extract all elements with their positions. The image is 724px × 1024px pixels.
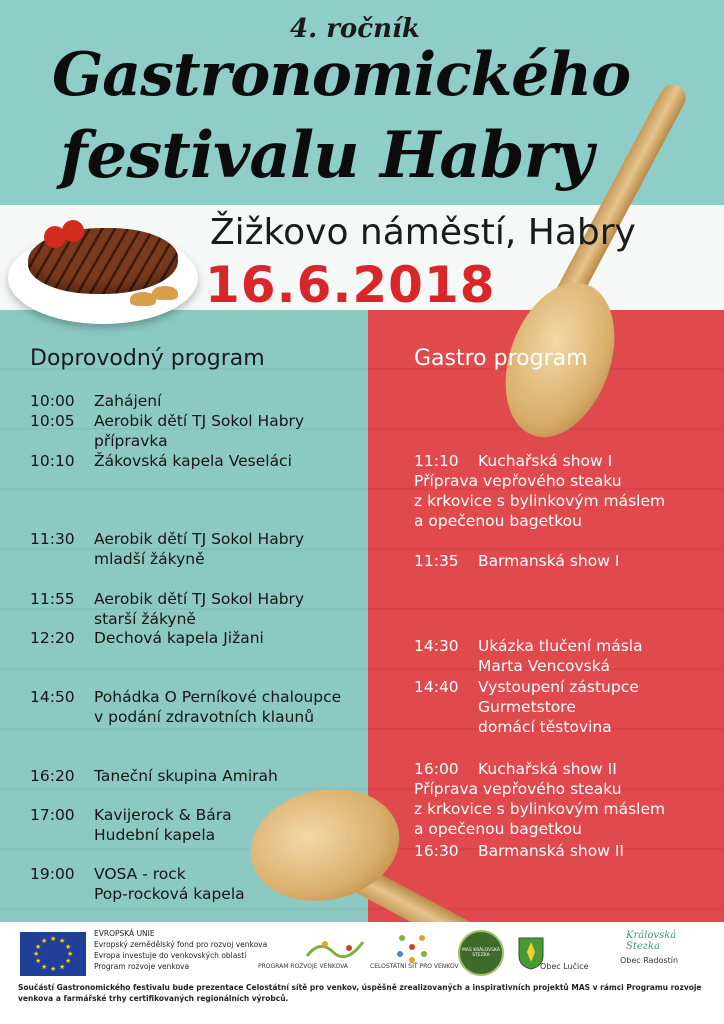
gastro-time: 14:30 xyxy=(414,637,459,655)
rural-network-caption: CELOSTÁTNÍ SÍŤ PRO VENKOV xyxy=(370,963,459,970)
schedule-desc: Zahájení xyxy=(94,392,162,410)
schedule-item-cont xyxy=(30,707,314,727)
schedule-time: 11:30 xyxy=(30,530,75,548)
gastro-item-cont: domácí těstovina xyxy=(478,718,612,736)
village-lucice: Obec Lučice xyxy=(540,962,589,971)
schedule-item xyxy=(30,451,292,471)
sponsor-footer xyxy=(0,922,724,1024)
schedule-desc: Aerobik dětí TJ Sokol Habry xyxy=(94,530,305,548)
schedule-item xyxy=(30,687,341,707)
eu-flag-icon: ★ ★ ★ ★ ★ ★ ★ ★ ★ ★ ★ ★ xyxy=(20,932,86,976)
gastro-desc: Barmanská show I xyxy=(478,552,620,570)
schedule-time: 17:00 xyxy=(30,806,75,824)
schedule-item xyxy=(30,391,161,411)
mas-logo: MAS KRÁLOVSKÁ STEZKA xyxy=(458,930,504,976)
schedule-desc: Dechová kapela Jižani xyxy=(94,629,264,647)
gastro-extra: Příprava vepřového steaku xyxy=(414,780,622,798)
venue-location: Žižkovo náměstí, Habry xyxy=(210,212,636,253)
gastro-item xyxy=(414,451,612,471)
schedule-desc: v podání zdravotních klaunů xyxy=(94,708,315,726)
schedule-time: 14:50 xyxy=(30,688,75,706)
schedule-time: 16:20 xyxy=(30,767,75,785)
gastro-item xyxy=(414,551,619,571)
schedule-desc: Taneční skupina Amirah xyxy=(94,767,278,785)
gastro-item xyxy=(414,677,639,697)
festival-title-line1: Gastronomického xyxy=(52,40,631,110)
schedule-desc: Žákovská kapela Veseláci xyxy=(94,452,292,470)
event-date: 16.6.2018 xyxy=(205,256,496,314)
schedule-desc: Pohádka O Perníkové chaloupce xyxy=(94,688,342,706)
schedule-time: 11:55 xyxy=(30,590,75,608)
schedule-desc: Pop-rocková kapela xyxy=(94,885,245,903)
gastro-item xyxy=(414,759,617,779)
gastro-item-cont: Gurmetstore xyxy=(478,698,576,716)
schedule-desc: Aerobik dětí TJ Sokol Habry xyxy=(94,412,305,430)
schedule-desc: mladší žákyně xyxy=(94,550,205,568)
festival-title-line2: festivalu Habry xyxy=(60,118,593,193)
edition-label: 4. ročník xyxy=(290,14,420,44)
schedule-desc: Kavijerock & Bára xyxy=(94,806,232,824)
gastro-desc: Ukázka tlučení másla xyxy=(478,637,643,655)
schedule-time: 10:00 xyxy=(30,392,75,410)
tomato-icon xyxy=(62,220,84,242)
rural-network-logo xyxy=(392,930,432,964)
schedule-desc: Aerobik dětí TJ Sokol Habry xyxy=(94,590,305,608)
gastro-time: 14:40 xyxy=(414,678,459,696)
eu-text-block: EVROPSKÁ UNIE Evropský zemědělský fond pro rozvoj venkova Evropa investuje do venkovských oblastí Program rozvoje venkova xyxy=(94,929,268,971)
schedule-item xyxy=(30,529,304,549)
gastro-program-title: Gastro program xyxy=(414,346,588,371)
kralovska-stezka-logo: Královská Stezka xyxy=(626,930,677,952)
accompanying-program-title: Doprovodný program xyxy=(30,346,265,371)
schedule-time: 12:20 xyxy=(30,629,75,647)
gastro-desc: Kuchařská show I xyxy=(478,452,613,470)
gastro-time: 16:00 xyxy=(414,760,459,778)
gastro-extra: z krkovice s bylinkovým máslem xyxy=(414,492,666,510)
footer-note: Součástí Gastronomického festivalu bude prezentace Celostátní sítě pro venkov, úspěšně zrealizovaných a inspirativních projektů MAS v rámci Programu rozvoje venkova a farmářské trhy certifikovaných regionálních výrobců. xyxy=(18,983,702,1003)
village-radostin: Obec Radostín xyxy=(620,956,679,965)
gastro-desc: Barmanská show II xyxy=(478,842,624,860)
schedule-item xyxy=(30,628,264,648)
rural-program-logo xyxy=(305,934,365,962)
gastro-extra: a opečenou bagetkou xyxy=(414,512,582,530)
gastro-desc: Kuchařská show II xyxy=(478,760,617,778)
gastro-desc: Vystoupení zástupce xyxy=(478,678,639,696)
schedule-item-cont xyxy=(30,884,245,904)
gastro-item xyxy=(414,636,643,656)
schedule-time: 10:05 xyxy=(30,412,75,430)
gastro-extra: Příprava vepřového steaku xyxy=(414,472,622,490)
schedule-item xyxy=(30,411,304,431)
mushroom-icon xyxy=(152,286,178,300)
gastro-item xyxy=(414,841,624,861)
rural-program-caption: PROGRAM ROZVOJE VENKOVA xyxy=(258,963,348,970)
schedule-desc: přípravka xyxy=(94,432,168,450)
gastro-time: 16:30 xyxy=(414,842,459,860)
gastro-time: 11:10 xyxy=(414,452,459,470)
schedule-desc: starší žákyně xyxy=(94,610,196,628)
gastro-extra: z krkovice s bylinkovým máslem xyxy=(414,800,666,818)
schedule-item xyxy=(30,766,278,786)
schedule-item-cont xyxy=(30,825,215,845)
schedule-time: 19:00 xyxy=(30,865,75,883)
schedule-item xyxy=(30,805,232,825)
schedule-item-cont xyxy=(30,431,168,451)
schedule-item xyxy=(30,864,186,884)
schedule-desc: VOSA - rock xyxy=(94,865,186,883)
schedule-item-cont xyxy=(30,549,205,569)
schedule-time: 10:10 xyxy=(30,452,75,470)
schedule-desc: Hudební kapela xyxy=(94,826,216,844)
gastro-time: 11:35 xyxy=(414,552,459,570)
gastro-item-cont: Marta Vencovská xyxy=(478,657,610,675)
schedule-item-cont xyxy=(30,609,196,629)
schedule-item xyxy=(30,589,304,609)
gastro-extra: a opečenou bagetkou xyxy=(414,820,582,838)
